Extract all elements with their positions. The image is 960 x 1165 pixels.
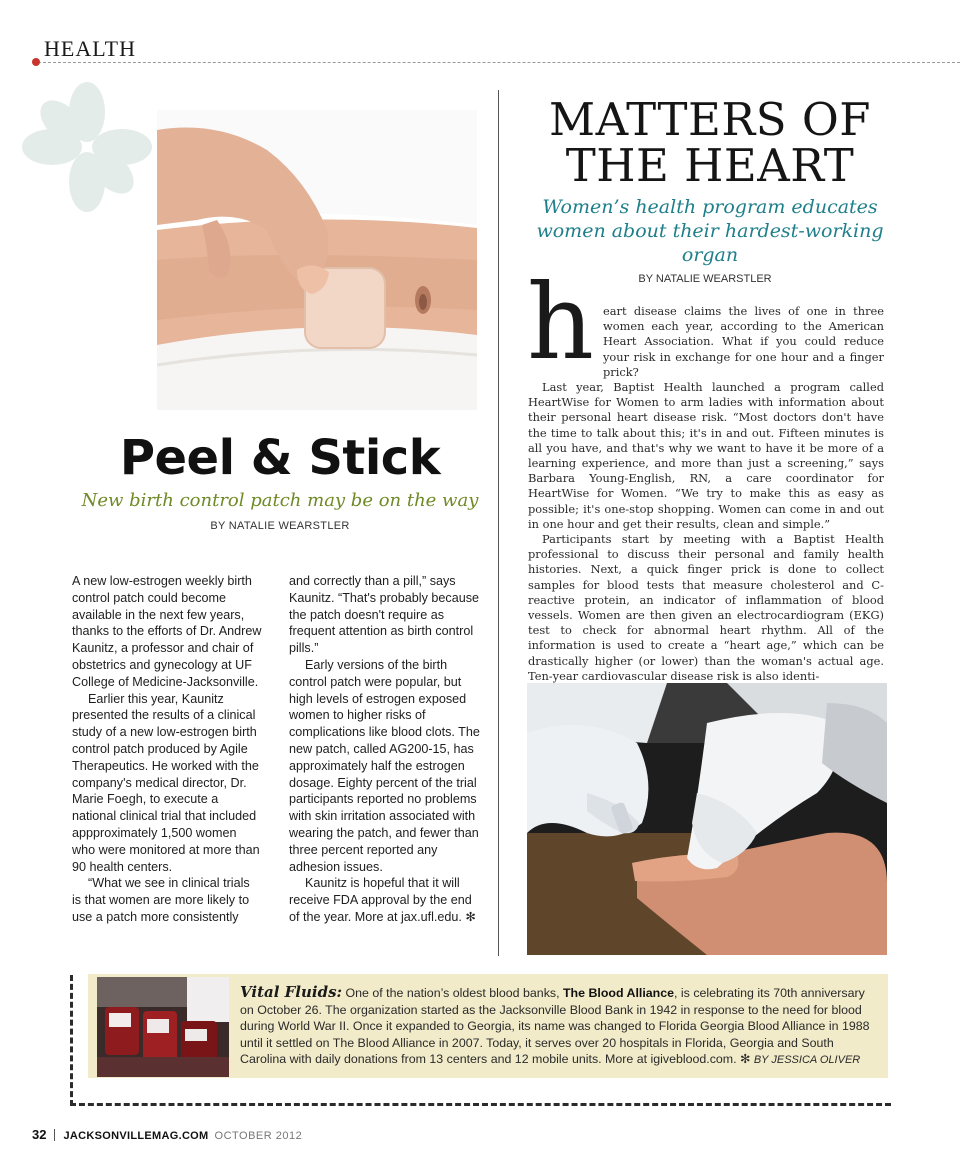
title-line: THE HEART — [565, 139, 855, 192]
finger-prick-photo — [527, 683, 887, 955]
flower-decoration — [22, 82, 152, 212]
section-divider — [38, 62, 960, 63]
paragraph: eart disease claims the lives of one in three women each year, according to the American Heart Association. What if you could reduce your risk in exchange for one hour and a finger prick? — [603, 304, 884, 379]
title-line: MATTERS OF — [549, 93, 871, 146]
footer-date: OCTOBER 2012 — [214, 1130, 303, 1142]
left-article-column-2 — [289, 573, 481, 926]
footer-separator — [54, 1129, 55, 1141]
vital-text-part: , is celebrating its 70th anniversary on October 26. The organization started as the Jacksonville Blood Bank in 1942 in response to the need for blood during World War II. Once it expanded to Georgia, its name was changed to Florida Georgia Blood Alliance in 1988 until it settled on The Blood Alliance in 2007. Today, it serves over 20 hospitals in Florida, Georgia and South Carolina with daily donations from 13 centers and 12 mobile units. More at igiveblood.com. ✻ — [240, 986, 870, 1067]
column-divider — [498, 90, 499, 956]
patch-photo — [157, 110, 477, 410]
right-article-body — [528, 304, 884, 684]
vital-fluids-text — [240, 984, 880, 1069]
page-number: 32 — [32, 1127, 47, 1142]
paragraph: A new low-estrogen weekly birth control patch could become available in the next few years, thanks to the efforts of Dr. Andrew Kaunitz, a professor and chair of obstetrics and gynecology at UF College of Medicine-Jacksonville. — [72, 574, 262, 689]
blood-bags-photo — [97, 977, 229, 1077]
page-footer — [32, 1127, 302, 1142]
paragraph: Participants start by meeting with a Baptist Health professional to discuss their personal and family health histories. Next, a quick finger prick is done to collect samples for blood tests that measure cholesterol and C-reactive protein, an indicator of inflammation of blood vessels. Women are then given an electrocardiogram (EKG) test to check for abnormal heart rhythm. All of the information is used to create a “heart age,” which can be drastically higher (or lower) than the woman's actual age. Ten-year cardiovascular disease risk is also identi- — [528, 532, 884, 683]
drop-cap: h — [527, 261, 594, 383]
section-label: HEALTH — [44, 36, 136, 61]
left-article-column-1 — [72, 573, 262, 926]
right-article-subtitle: Women’s health program educates women about their hardest-working organ — [536, 196, 884, 266]
paragraph: Early versions of the birth control patch were popular, but high levels of estrogen exposed women to higher risks of complications like blood clots. The new patch, called AG200-15, has approximately half the estrogen dosage. Eighty percent of the trial participants reported no problems with skin irritation associated with wearing the patch, and fewer than three percent reported any adhesion issues. — [289, 657, 480, 874]
paragraph: Last year, Baptist Health launched a program called HeartWise for Women to arm ladies with information about their personal heart disease risk. “Most doctors don't have the time to talk about this; it's in and out. Fifteen minutes is all you have, and that's why we want to have it be more of a learning experience, and more than just a screening,” says Barbara Young-English, RN, a care coordinator for HeartWise for Women. “We try to make this as easy as possible; it's one-stop shopping. Women can come in and out in one hour and get their results, clean and simple.” — [528, 380, 884, 531]
paragraph: Earlier this year, Kaunitz presented the results of a clinical study of a new low-estrogen birth control patch produced by Agile Therapeutics. He worked with the company's medical director, Dr. Marie Foegh, to execute a national clinical trial that included appproximately 1,500 women who were monitored at more than 90 health centers. — [72, 691, 260, 874]
paragraph: and correctly than a pill,” says Kaunitz. “That's probably because the patch doesn't require as frequent attention as birth control pills.” — [289, 574, 480, 656]
vital-fluids-byline: BY JESSICA OLIVER — [753, 1054, 861, 1067]
section-dot — [32, 58, 40, 66]
right-article-title — [520, 93, 900, 192]
paragraph: “What we see in clinical trials is that women are more likely to use a patch more consistently — [72, 876, 250, 924]
left-article-subtitle: New birth control patch may be on the way — [81, 490, 479, 511]
vital-fluids-heading: Vital Fluids: — [240, 983, 343, 1001]
paragraph: Kaunitz is hopeful that it will receive FDA approval by the end of the year. More at jax.ufl.edu. ✻ — [289, 876, 476, 924]
left-article-title: Peel & Stick — [119, 430, 441, 486]
footer-site: JACKSONVILLEMAG.COM — [63, 1130, 209, 1142]
blood-alliance-name: The Blood Alliance — [562, 986, 675, 1000]
left-article-byline: BY NATALIE WEARSTLER — [210, 520, 350, 532]
right-article-byline: BY NATALIE WEARSTLER — [638, 273, 772, 285]
vital-text-part: One of the nation’s oldest blood banks, — [342, 986, 563, 1000]
